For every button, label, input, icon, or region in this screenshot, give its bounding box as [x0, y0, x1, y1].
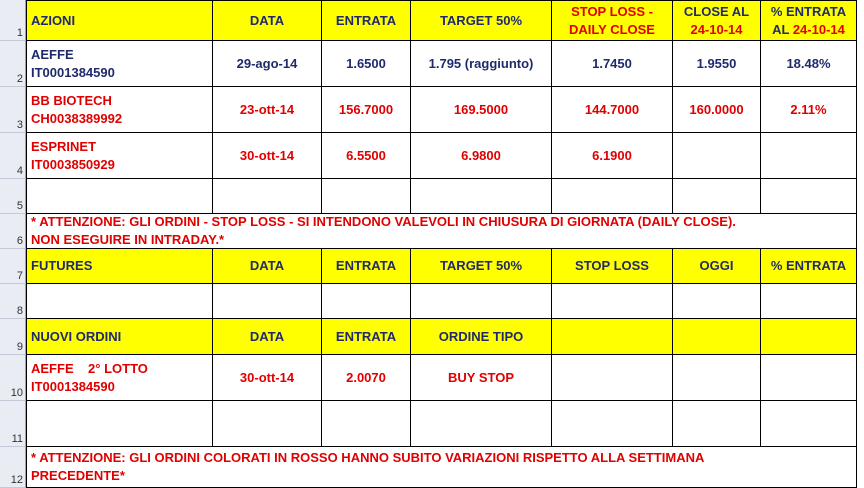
empty-cell[interactable] [322, 284, 411, 319]
empty-cell[interactable] [761, 319, 857, 355]
empty-cell[interactable] [552, 179, 673, 214]
stock-pct[interactable]: 18.48% [761, 41, 857, 87]
row-number[interactable]: 2 [0, 41, 26, 87]
header-close[interactable] [673, 0, 761, 41]
empty-cell[interactable] [26, 401, 213, 447]
stock-name: BB BIOTECH [31, 92, 112, 108]
row-number[interactable]: 8 [0, 284, 26, 319]
empty-cell[interactable] [673, 284, 761, 319]
empty-cell[interactable] [673, 401, 761, 447]
empty-cell[interactable] [552, 401, 673, 447]
header-close-line1: CLOSE AL [683, 3, 750, 19]
empty-cell[interactable] [761, 284, 857, 319]
stock-pct[interactable] [761, 133, 857, 179]
stock-target[interactable]: 6.9800 [411, 133, 552, 179]
row-number[interactable]: 3 [0, 87, 26, 133]
row-number[interactable]: 11 [0, 401, 26, 447]
attenzione-note-line1: * ATTENZIONE: GLI ORDINI COLORATI IN ROSSO HANNO SUBITO VARIAZIONI RISPETTO ALLA SETTIMANA [31, 450, 705, 465]
header-azioni[interactable]: AZIONI [26, 0, 213, 41]
empty-cell[interactable] [213, 179, 322, 214]
empty-cell[interactable] [552, 319, 673, 355]
stock-isin: IT0001384590 [31, 64, 115, 80]
header-pct-entrata[interactable] [761, 0, 857, 41]
header-stop-loss[interactable] [552, 0, 673, 41]
header-target[interactable]: TARGET 50% [411, 0, 552, 41]
stock-stop-loss[interactable]: 144.7000 [552, 87, 673, 133]
stock-data[interactable]: 30-ott-14 [213, 133, 322, 179]
stock-entrata[interactable]: 6.5500 [322, 133, 411, 179]
row-number[interactable]: 5 [0, 179, 26, 214]
stock-entrata[interactable]: 1.6500 [322, 41, 411, 87]
stock-entrata[interactable]: 156.7000 [322, 87, 411, 133]
empty-cell[interactable] [411, 401, 552, 447]
empty-cell[interactable] [26, 179, 213, 214]
empty-cell[interactable] [761, 401, 857, 447]
header-pct-line2 [772, 21, 845, 39]
stock-target[interactable]: 169.5000 [411, 87, 552, 133]
header-stop-loss-line2: DAILY CLOSE [569, 21, 655, 37]
empty-cell[interactable] [213, 401, 322, 447]
row-number[interactable]: 7 [0, 249, 26, 284]
order-tipo[interactable]: BUY STOP [411, 355, 552, 401]
order-entrata[interactable]: 2.0070 [322, 355, 411, 401]
header-oggi[interactable]: OGGI [673, 249, 761, 284]
header-pct-line2-prefix: AL [772, 21, 793, 37]
empty-cell[interactable] [411, 179, 552, 214]
header-futures[interactable]: FUTURES [26, 249, 213, 284]
attenzione-note-line1: * ATTENZIONE: GLI ORDINI - STOP LOSS - SI INTENDONO VALEVOLI IN CHIUSURA DI GIORNATA (DAILY CLOSE). [31, 214, 736, 229]
row-number[interactable]: 10 [0, 355, 26, 401]
row-number[interactable]: 12 [0, 447, 26, 488]
stock-name-cell[interactable] [26, 133, 213, 179]
stock-close[interactable]: 1.9550 [673, 41, 761, 87]
header-pct-line1: % ENTRATA [770, 3, 847, 19]
empty-cell[interactable] [761, 179, 857, 214]
header-data[interactable]: DATA [213, 249, 322, 284]
empty-cell[interactable] [322, 401, 411, 447]
stock-data[interactable]: 29-ago-14 [213, 41, 322, 87]
header-nuovi-ordini[interactable]: NUOVI ORDINI [26, 319, 213, 355]
header-data[interactable]: DATA [213, 319, 322, 355]
row-number[interactable]: 4 [0, 133, 26, 179]
order-isin: IT0001384590 [31, 378, 115, 394]
empty-cell[interactable] [322, 179, 411, 214]
stock-name-cell[interactable] [26, 41, 213, 87]
row-number[interactable]: 1 [0, 0, 26, 41]
header-entrata[interactable]: ENTRATA [322, 319, 411, 355]
attenzione-note-line2: PRECEDENTE* [31, 468, 125, 483]
stock-name: AEFFE [31, 46, 74, 62]
stock-name: ESPRINET [31, 138, 97, 154]
stock-stop-loss[interactable]: 1.7450 [552, 41, 673, 87]
empty-cell[interactable] [673, 355, 761, 401]
header-stop-loss[interactable]: STOP LOSS [552, 249, 673, 284]
row-number[interactable]: 6 [0, 214, 26, 249]
attenzione-red-orders-note[interactable] [26, 447, 857, 488]
attenzione-note-line2: NON ESEGUIRE IN INTRADAY.* [31, 232, 225, 247]
stock-isin: IT0003850929 [31, 156, 115, 172]
header-pct-entrata[interactable]: % ENTRATA [761, 249, 857, 284]
empty-cell[interactable] [213, 284, 322, 319]
order-data[interactable]: 30-ott-14 [213, 355, 322, 401]
empty-cell[interactable] [26, 284, 213, 319]
header-pct-line2-date: 24-10-14 [792, 21, 845, 37]
empty-cell[interactable] [552, 284, 673, 319]
row-number[interactable]: 9 [0, 319, 26, 355]
empty-cell[interactable] [411, 284, 552, 319]
order-name-cell[interactable] [26, 355, 213, 401]
order-name: AEFFE 2° LOTTO [31, 360, 148, 376]
empty-cell[interactable] [761, 355, 857, 401]
header-stop-loss-line1: STOP LOSS - [571, 3, 653, 19]
stock-close[interactable] [673, 133, 761, 179]
header-target[interactable]: TARGET 50% [411, 249, 552, 284]
header-ordine-tipo[interactable]: ORDINE TIPO [411, 319, 552, 355]
header-close-line2: 24-10-14 [690, 21, 743, 37]
empty-cell[interactable] [673, 319, 761, 355]
stock-data[interactable]: 23-ott-14 [213, 87, 322, 133]
header-entrata[interactable]: ENTRATA [322, 249, 411, 284]
attenzione-stop-loss-note[interactable] [26, 214, 857, 249]
header-entrata[interactable]: ENTRATA [322, 0, 411, 41]
empty-cell[interactable] [673, 179, 761, 214]
stock-isin: CH0038389992 [31, 110, 123, 126]
empty-cell[interactable] [552, 355, 673, 401]
stock-target[interactable]: 1.795 (raggiunto) [411, 41, 552, 87]
stock-pct[interactable]: 2.11% [761, 87, 857, 133]
stock-stop-loss[interactable]: 6.1900 [552, 133, 673, 179]
header-data[interactable]: DATA [213, 0, 322, 41]
stock-close[interactable]: 160.0000 [673, 87, 761, 133]
stock-name-cell[interactable] [26, 87, 213, 133]
